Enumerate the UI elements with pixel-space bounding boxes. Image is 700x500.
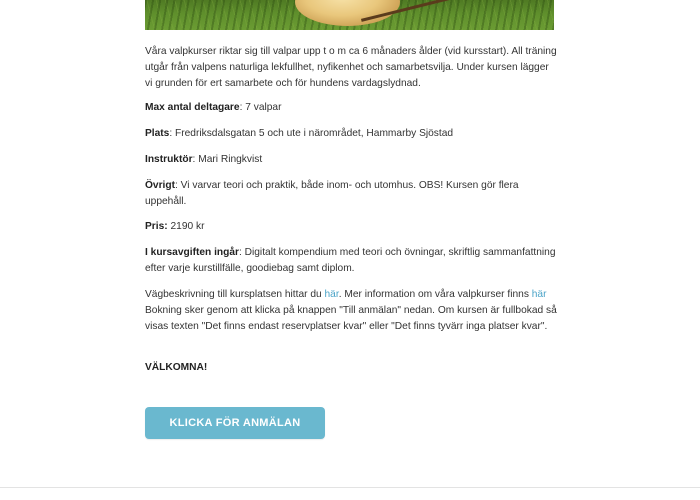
register-button[interactable]: KLICKA FÖR ANMÄLAN bbox=[145, 407, 325, 439]
welcome-text: VÄLKOMNA! bbox=[145, 362, 208, 373]
place bbox=[145, 126, 557, 142]
more-info-link[interactable]: här bbox=[531, 289, 547, 300]
instructor bbox=[145, 152, 557, 168]
place-label: Plats bbox=[145, 128, 170, 139]
included-label: I kursavgiften ingår bbox=[145, 247, 239, 258]
price-label: Pris: bbox=[145, 221, 168, 232]
max-participants-label: Max antal deltagare bbox=[145, 102, 240, 113]
instructor-value: : Mari Ringkvist bbox=[192, 154, 263, 165]
directions-text-1: Vägbeskrivning till kursplatsen hittar du bbox=[145, 289, 325, 300]
max-participants-value: : 7 valpar bbox=[239, 102, 282, 113]
footer-divider bbox=[0, 487, 700, 488]
directions-paragraph bbox=[145, 287, 557, 335]
other-value: : Vi varvar teori och praktik, både inom- och utomhus. OBS! Kursen gör flera uppehåll. bbox=[145, 180, 519, 207]
price bbox=[145, 219, 557, 235]
max-participants bbox=[145, 100, 557, 116]
directions-text-2: . Mer information om våra valpkurser finns bbox=[338, 289, 532, 300]
instructor-label: Instruktör bbox=[145, 154, 193, 165]
included-value: : Digitalt kompendium med teori och övningar, skriftlig sammanfattning efter varje kurstillfälle, goodiebag samt diplom. bbox=[145, 247, 556, 274]
intro-paragraph: Våra valpkurser riktar sig till valpar upp t o m ca 6 månaders ålder (vid kursstart). All träning utgår från valpens naturliga lekfullhet, nyfikenhet och samarbetsvilja. Under kursen lägger vi grunden för ert samarbete och för hundens vardagslydnad. bbox=[145, 46, 557, 89]
other-info bbox=[145, 178, 557, 210]
other-label: Övrigt bbox=[145, 180, 176, 191]
included bbox=[145, 245, 557, 277]
price-value: 2190 kr bbox=[167, 221, 205, 232]
directions-text-3: Bokning sker genom att klicka på knappen "Till anmälan" nedan. Om kursen är fullbokad så visas texten "Det finns endast reservplatser kvar" eller "Det finns tyvärr inga platser kvar". bbox=[145, 305, 557, 332]
hero-image bbox=[145, 0, 554, 30]
place-value: : Fredriksdalsgatan 5 och ute i närområdet, Hammarby Sjöstad bbox=[169, 128, 454, 139]
directions-link[interactable]: här bbox=[324, 289, 339, 300]
